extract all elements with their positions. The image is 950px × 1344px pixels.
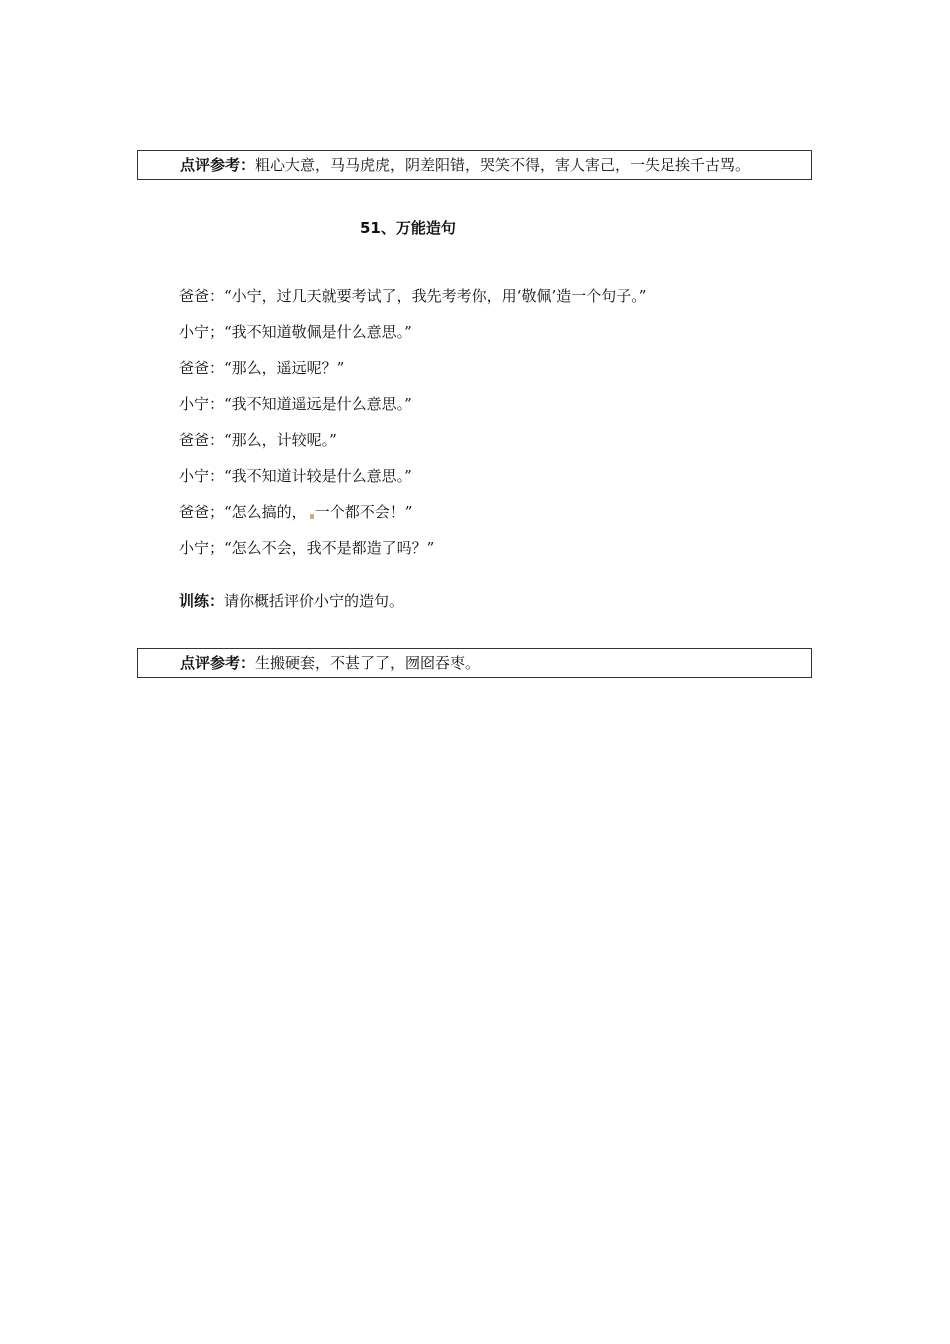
dialogue-line <box>179 386 646 422</box>
speaker: 小宁； <box>179 539 225 557</box>
speech: “我不知道遥远是什么意思。” <box>224 395 412 413</box>
speech-part-2: 一个都不会！” <box>314 503 413 521</box>
dialogue-line <box>179 278 646 314</box>
speech: “我不知道敬佩是什么意思。” <box>224 323 412 341</box>
reference-comment-text: 生搬硬套，不甚了了，囫囵吞枣。 <box>255 654 481 672</box>
speech: “小宁，过几天就要考试了，我先考考你，用‘敬佩’造一个句子。” <box>224 287 647 305</box>
training-prompt <box>179 590 404 611</box>
dialogue-list <box>179 278 646 566</box>
speech: “那么，计较呢。” <box>224 431 337 449</box>
reference-comment-box-top <box>137 150 812 180</box>
reference-comment-text: 粗心大意，马马虎虎，阴差阳错，哭笑不得，害人害己，一失足挨千古骂。 <box>255 156 751 174</box>
text-marker-dot <box>310 514 314 519</box>
section-title: 51、万能造句 <box>360 219 456 237</box>
speaker: 爸爸： <box>179 359 225 377</box>
speaker: 小宁： <box>179 395 225 413</box>
dialogue-line <box>179 314 646 350</box>
speaker: 爸爸； <box>179 503 225 521</box>
dialogue-line <box>179 458 646 494</box>
speaker: 爸爸： <box>179 431 225 449</box>
speech: “我不知道计较是什么意思。” <box>224 467 412 485</box>
dialogue-line <box>179 494 646 530</box>
reference-comment-label: 点评参考： <box>180 156 256 174</box>
speech: “怎么不会，我不是都造了吗？” <box>224 539 435 557</box>
dialogue-line <box>179 530 646 566</box>
dialogue-line <box>179 422 646 458</box>
training-text: 请你概括评价小宁的造句。 <box>224 592 405 610</box>
speaker: 爸爸： <box>179 287 225 305</box>
reference-comment-box-bottom <box>137 648 812 678</box>
speech: “那么，遥远呢？” <box>224 359 345 377</box>
reference-comment-label: 点评参考： <box>180 654 256 672</box>
speaker: 小宁； <box>179 323 225 341</box>
training-label: 训练： <box>179 592 225 610</box>
dialogue-line <box>179 350 646 386</box>
speech-part-1: “怎么搞的， <box>224 503 307 521</box>
speaker: 小宁： <box>179 467 225 485</box>
